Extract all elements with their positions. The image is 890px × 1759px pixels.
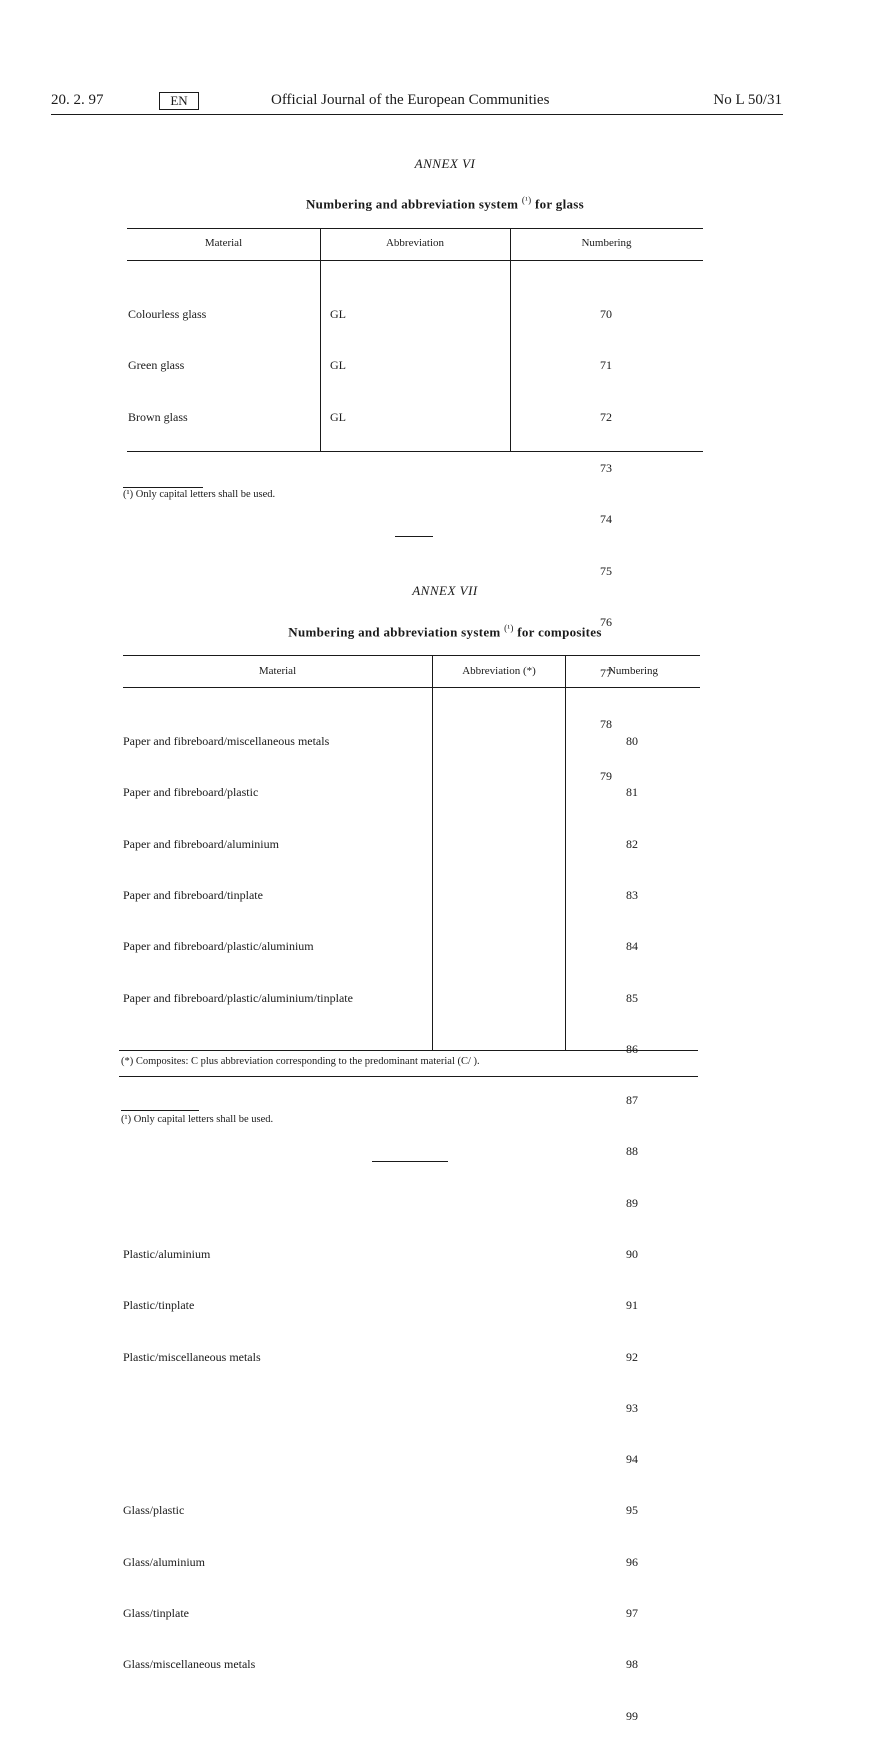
number-cell: 93 [626,1400,638,1415]
section-separator [395,536,433,537]
table-bottom-rule [119,1076,698,1077]
number-cell: 89 [626,1195,638,1210]
table-note: (*) Composites: C plus abbreviation corresponding to the predominant material (C/ ). [121,1056,480,1067]
footnote-rule [121,1110,199,1111]
material-cell: Paper and fibreboard/plastic [123,785,259,800]
numbering-list [606,699,658,1759]
material-cell: Glass/miscellaneous metals [123,1657,256,1672]
annex-vi-title-suffix: for glass [534,196,585,212]
material-cell: Paper and fibreboard/plastic/aluminium [123,939,314,954]
number-cell: 76 [600,614,612,629]
number-cell: 70 [600,307,612,322]
col-header-abbreviation: Abbreviation [385,237,445,249]
abbreviation-list [330,272,346,460]
number-cell: 84 [626,939,638,954]
annex-vii-footnote: (¹) Only capital letters shall be used. [121,1114,274,1125]
annex-vii-title-text: Numbering and abbreviation system [288,624,501,640]
material-cell [123,1451,353,1468]
page-end-separator [372,1161,448,1162]
annex-vi-title-ref: (¹) [521,195,532,205]
number-cell: 83 [626,888,638,903]
number-cell: 77 [600,666,612,681]
number-cell: 97 [626,1605,638,1620]
number-cell: 91 [626,1298,638,1313]
number-cell: 85 [626,990,638,1005]
number-cell: 81 [626,785,638,800]
table-top-rule [127,228,703,229]
column-divider [565,655,566,1050]
annex-vi-label: ANNEX VI [414,156,476,171]
header-rule [51,114,783,115]
material-cell: Brown glass [128,409,188,424]
footnote-rule [123,487,203,488]
number-cell: 78 [600,717,612,732]
annex-vi-footnote: (¹) Only capital letters shall be used. [123,489,276,500]
material-cell: Glass/tinplate [123,1605,189,1620]
material-list [123,699,353,1708]
annex-vii-label: ANNEX VII [412,583,478,598]
annex-vi-title [0,195,890,212]
number-cell: 99 [626,1708,638,1723]
col-header-material: Material [258,665,297,677]
table-top-rule [123,655,700,656]
material-cell: Colourless glass [128,307,207,322]
number-cell: 82 [626,836,638,851]
number-cell: 79 [600,768,612,783]
number-cell: 86 [626,1041,638,1056]
language-badge: EN [159,92,199,110]
number-cell: 72 [600,409,612,424]
number-cell: 88 [626,1144,638,1159]
header-date: 20. 2. 97 [51,92,104,108]
column-divider [510,228,511,451]
number-cell: 80 [626,734,638,749]
material-cell: Paper and fibreboard/tinplate [123,888,263,903]
number-cell: 92 [626,1349,638,1364]
abbreviation-cell: GL [330,307,346,322]
number-cell: 98 [626,1657,638,1672]
number-cell: 94 [626,1452,638,1467]
material-cell: Plastic/miscellaneous metals [123,1349,261,1364]
number-cell: 75 [600,563,612,578]
annex-vii-title-ref: (¹) [504,623,514,633]
col-header-numbering: Numbering [581,237,632,249]
abbreviation-cell: GL [330,409,346,424]
number-cell: 73 [600,461,612,476]
number-cell: 87 [626,1093,638,1108]
abbreviation-cell: GL [330,358,346,373]
material-cell [123,1195,353,1212]
annex-vii-title [0,623,890,640]
annex-vii-title-suffix: for composites [517,624,602,640]
table-header-rule [123,687,700,688]
number-cell: 95 [626,1503,638,1518]
table-header-rule [127,260,703,261]
material-cell [123,1143,353,1160]
material-cell: Plastic/tinplate [123,1298,195,1313]
number-cell: 96 [626,1554,638,1569]
col-header-abbreviation: Abbreviation (*) [462,665,536,677]
col-header-numbering: Numbering [607,665,659,677]
material-cell [123,1400,353,1417]
material-cell: Glass/plastic [123,1503,185,1518]
material-cell: Paper and fibreboard/plastic/aluminium/tinplate [123,990,353,1005]
material-cell: Paper and fibreboard/aluminium [123,836,279,851]
material-list [128,272,206,460]
material-cell: Green glass [128,358,185,373]
material-cell: Plastic/aluminium [123,1247,211,1261]
number-cell: 71 [600,358,612,373]
column-divider [320,228,321,451]
number-cell: 74 [600,512,612,527]
col-header-material: Material [204,237,243,249]
material-cell [123,1092,353,1109]
column-divider [432,655,433,1050]
material-cell: Paper and fibreboard/miscellaneous metals [123,734,330,749]
annex-vi-title-text: Numbering and abbreviation system [305,196,519,212]
number-cell: 90 [626,1247,638,1261]
journal-title: Official Journal of the European Communities [271,92,550,108]
material-cell: Glass/aluminium [123,1554,205,1569]
page-number: No L 50/31 [713,92,782,108]
